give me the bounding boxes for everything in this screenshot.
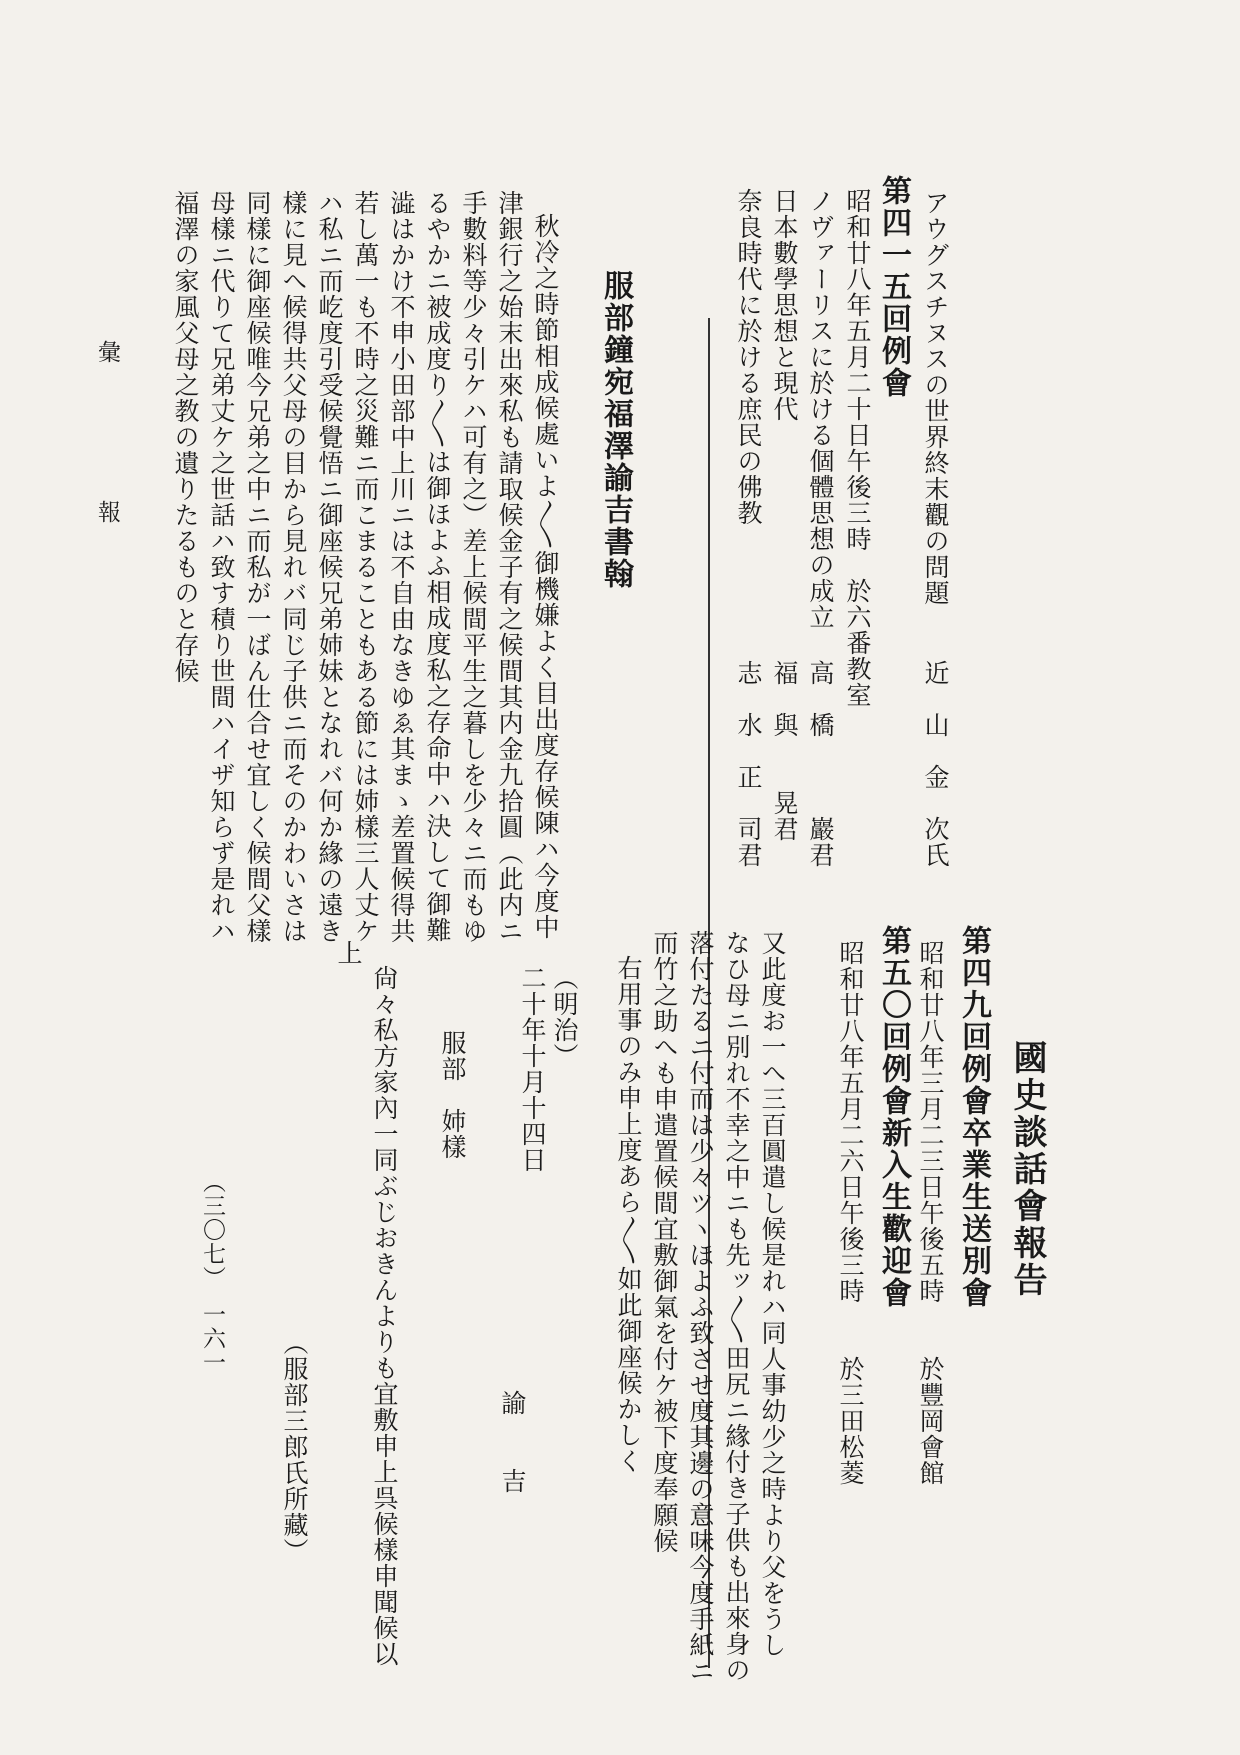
lecture-speaker-2: 高 橋 巖君 (806, 660, 835, 868)
letter-sender: 諭 吉 (498, 1390, 527, 1494)
letter-line: 秋冷之時節相成候處いよ〳〵御機嫌よく目出度存候陳ハ今度中 (531, 213, 560, 940)
meeting-149-title: 第四九回例會卒業生送別會 (956, 925, 991, 1309)
report-heading: 國史談話會報告 (1007, 1040, 1047, 1299)
lecture-title-4: 奈良時代に於ける庶民の佛教 (734, 188, 763, 526)
letter-line: るやかニ被成度り〳〵は御ほよふ相成度私之存命中ハ決して御難 (423, 190, 452, 943)
letter-line: 母樣ニ代りて兄弟丈ケ之世話ハ致す積り世間ハイザ知らず是れハ (207, 190, 236, 944)
lecture-title-3: 日本數學思想と現代 (770, 188, 799, 422)
letter-era: （明治） (550, 965, 579, 1069)
meeting-149-date: 昭和廿八年三月二三日午後五時 於豐岡會館 (916, 940, 945, 1486)
lecture-speaker-4: 志 水 正 司君 (734, 660, 763, 868)
meeting-145-title: 第四一五回例會 (876, 175, 911, 399)
page-number: （三〇七） 一六一 (199, 1170, 225, 1375)
lecture-speaker-1: 近 山 金 次氏 (921, 660, 950, 868)
letter-line-cont: 右用事のみ申上度あら〳〵如此御座候かしく (614, 955, 643, 1474)
meeting-150-title: 第五〇回例會新入生歡迎會 (876, 925, 911, 1309)
letter-line-cont: 又此度お一へ三百圓遣し候是れハ同人事幼少之時より父をうし (758, 930, 787, 1658)
letter-line-cont: 而竹之助へも申遣置候間宜敷御氣を付ケ被下度奉願候 (650, 930, 679, 1554)
meeting-145-date: 昭和廿八年五月二十日午後三時 於六番教室 (843, 188, 872, 708)
letter-line: 津銀行之始末出來私も請取候金子有之候間其内金九拾圓（此内ニ (495, 190, 524, 944)
lecture-speaker-3: 福 與 晃君 (770, 660, 799, 842)
letter-postscript: 尙々私方家內一同ぶじおきんよりも宜敷申上呉候樣申聞候以 (370, 965, 399, 1667)
letter-line: ハ私ニ而屹度引受候覺悟ニ御座候兄弟姉妹となれバ何か緣の遠き (315, 190, 344, 944)
letter-line: 若し萬一も不時之災難ニ而こまることもある節には姉樣三人丈ケ (351, 190, 380, 944)
letter-line: 福澤の家風父母之教の遺りたるものと存候 (171, 190, 200, 684)
letter-line: 澁はかけ不申小田部中上川ニは不自由なきゆゑ其まゝ差置候得共 (387, 190, 416, 944)
letter-recipient: 服部 姉樣 (438, 1030, 467, 1160)
letter-source: （服部三郎氏所藏） (280, 1330, 309, 1564)
letter-date: 二十年十月十四日 (518, 965, 547, 1173)
running-head-left: 彙 (94, 340, 120, 364)
meeting-150-date: 昭和廿八年五月二六日午後三時 於三田松菱 (836, 940, 865, 1486)
lecture-title-2: ノヴァーリスに於ける個體思想の成立 (806, 188, 835, 630)
letter-line-cont: 落付たるニ付而は少々ツヽほよふ致させ度其邊の意味今度手紙ニ (686, 930, 715, 1684)
letter-line: 同樣に御座候唯今兄弟之中ニ而私が一ばん仕合せ宜しく候間父樣 (243, 190, 272, 944)
letter-title: 服部鐘宛福澤諭吉書翰 (598, 270, 633, 590)
letter-postscript-end: 上 (334, 940, 363, 966)
letter-line-cont: なひ母ニ別れ不幸之中ニも先ッ〳〵田尻ニ緣付き子供も出來身の (722, 930, 751, 1683)
letter-line: 樣に見へ候得共父母の目から見れバ同じ子供ニ而そのかわいさは (279, 190, 308, 944)
lecture-title-1: アウグスチヌスの世界終末觀の問題 (921, 190, 950, 606)
letter-line: 手數料等少々引ケハ可有之）差上候間平生之暮しを少々ニ而もゆ (459, 190, 488, 944)
running-head-right: 報 (94, 500, 120, 524)
